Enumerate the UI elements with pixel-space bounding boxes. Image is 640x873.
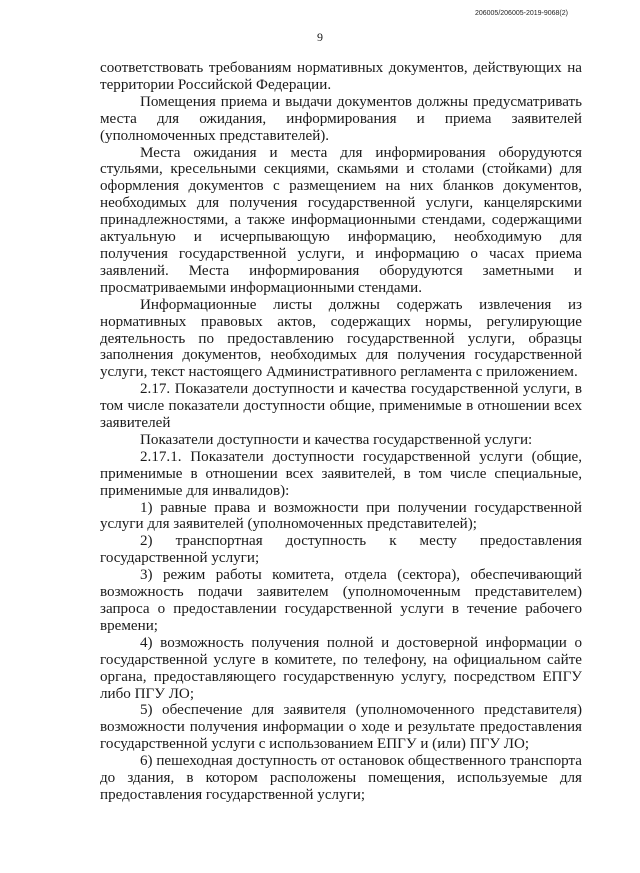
paragraph: Места ожидания и места для информирования оборудуются стульями, кресельными секциями, скамьями и столами (стойками) для оформления документов с размещением на них бланков документов, необходимых для получения государственной услуги, канцелярскими принадлежностями, а также информационными стендами, содержащими актуальную и исчерпывающую информацию, необходимую для получения государственной услуги, и информацию о часах приема заявлений. Места информирования оборудуются заметными и просматриваемыми информационными стендами. <box>100 144 582 296</box>
paragraph: Помещения приема и выдачи документов должны предусматривать места для ожидания, информирования и приема заявителей (уполномоченных представителей). <box>100 93 582 144</box>
list-item: 5) обеспечение для заявителя (уполномоченного представителя) возможности получения информации о ходе и результате предоставления государственной услуги с использованием ЕПГУ и (или) ПГУ ЛО; <box>100 702 582 753</box>
section-heading: 2.17. Показатели доступности и качества государственной услуги, в том числе показатели доступности общие, применимые в отношении всех заявителей <box>100 381 582 432</box>
list-item: 3) режим работы комитета, отдела (сектора), обеспечивающий возможность подачи заявителем (уполномоченным представителем) запроса о предоставлении государственной услуги в течение рабочего времени; <box>100 567 582 634</box>
list-item: 1) равные права и возможности при получении государственной услуги для заявителей (уполномоченных представителей); <box>100 499 582 533</box>
subsection-heading: 2.17.1. Показатели доступности государственной услуги (общие, применимые в отношении всех заявителей, в том числе специальные, применимые для инвалидов): <box>100 448 582 499</box>
document-id: 206005/206005-2019-9068(2) <box>474 10 568 17</box>
paragraph: соответствовать требованиям нормативных документов, действующих на территории Российской Федерации. <box>100 60 582 93</box>
list-item: 4) возможность получения полной и достоверной информации о государственной услуге в комитете, по телефону, на официальном сайте органа, предоставляющего государственную услугу, посредством ЕПГУ либо ПГУ ЛО; <box>100 634 582 702</box>
paragraph: Показатели доступности и качества государственной услуги: <box>140 431 533 448</box>
document-body <box>100 60 582 804</box>
paragraph: Информационные листы должны содержать извлечения из нормативных правовых актов, содержащих нормы, регулирующие деятельность по предоставлению государственной услуги, образцы заполнения документов, необходимых для получения государственной услуги, текст настоящего Административного регламента с приложением. <box>100 296 582 381</box>
page-number: 9 <box>317 30 323 44</box>
list-item: 2) транспортная доступность к месту предоставления государственной услуги; <box>100 533 582 567</box>
list-item: 6) пешеходная доступность от остановок общественного транспорта до здания, в котором расположены помещения, используемые для предоставления государственной услуги; <box>100 753 582 803</box>
